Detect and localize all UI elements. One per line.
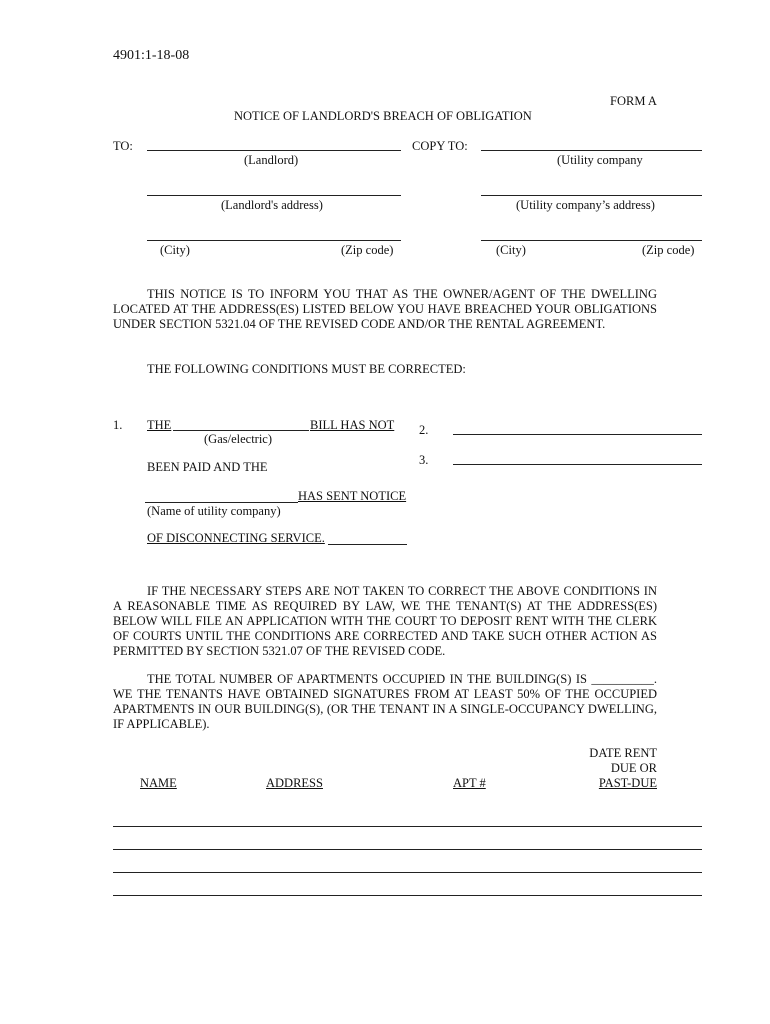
- page-title: NOTICE OF LANDLORD'S BREACH OF OBLIGATION: [234, 109, 532, 123]
- landlord-address-caption: (Landlord's address): [221, 198, 323, 212]
- conditions-heading: THE FOLLOWING CONDITIONS MUST BE CORRECTED:: [147, 362, 466, 376]
- gas-electric-field[interactable]: [173, 430, 309, 431]
- column-header-date-rent: [560, 746, 657, 791]
- column-header-name: NAME: [140, 776, 177, 790]
- utility-address-field[interactable]: [481, 195, 702, 196]
- column-header-address: ADDRESS: [266, 776, 323, 790]
- utility-name-caption: (Name of utility company): [147, 504, 281, 518]
- copy-to-label: COPY TO:: [412, 139, 468, 153]
- landlord-zip-caption: (Zip code): [341, 243, 394, 257]
- form-number: 4901:1-18-08: [113, 48, 190, 63]
- item1-disconnecting: OF DISCONNECTING SERVICE.: [147, 531, 325, 545]
- form-label: FORM A: [610, 94, 657, 108]
- date-header-line1: DATE RENT: [589, 746, 657, 760]
- landlord-name-field[interactable]: [147, 150, 401, 151]
- utility-city-caption: (City): [496, 243, 526, 257]
- column-header-apt: APT #: [453, 776, 486, 790]
- gas-electric-caption: (Gas/electric): [204, 432, 273, 446]
- utility-name-field[interactable]: [481, 150, 702, 151]
- tenant-row-line[interactable]: [113, 872, 702, 873]
- tenant-row-line[interactable]: [113, 849, 702, 850]
- item1-been-paid: BEEN PAID AND THE: [147, 460, 268, 474]
- item3-number: 3.: [419, 453, 429, 467]
- landlord-city-zip-field[interactable]: [147, 240, 401, 241]
- item2-number: 2.: [419, 423, 429, 437]
- landlord-address-field[interactable]: [147, 195, 401, 196]
- utility-caption: (Utility company: [557, 153, 643, 167]
- notice-paragraph: THIS NOTICE IS TO INFORM YOU THAT AS THE OWNER/AGENT OF THE DWELLING LOCATED AT THE ADDRESS(ES) LISTED BELOW YOU HAVE BREACHED YOUR OBLIGATIONS UNDER SECTION 5321.04 OF THE REVISED CODE AND/OR THE RENTAL AGREEMENT.: [113, 287, 657, 331]
- item1-bill-has-not: BILL HAS NOT: [310, 418, 395, 432]
- item2-field[interactable]: [453, 434, 702, 435]
- landlord-city-caption: (City): [160, 243, 190, 257]
- item1-number: 1.: [113, 418, 123, 432]
- tenant-row-line[interactable]: [113, 826, 702, 827]
- utility-company-name-field[interactable]: [145, 502, 298, 503]
- court-paragraph: IF THE NECESSARY STEPS ARE NOT TAKEN TO CORRECT THE ABOVE CONDITIONS IN A REASONABLE TIME AS REQUIRED BY LAW, WE THE TENANT(S) AT THE ADDRESS(ES) BELOW WILL FILE AN APPLICATION WITH THE COURT TO DEPOSIT RENT WITH THE CLERK OF COURTS UNTIL THE CONDITIONS ARE CORRECTED AND TAKE SUCH OTHER ACTION AS PERMITTED BY SECTION 5321.07 OF THE REVISED CODE.: [113, 584, 657, 658]
- utility-address-caption: (Utility company’s address): [516, 198, 655, 212]
- to-label: TO:: [113, 139, 133, 153]
- total-apartments-paragraph: THE TOTAL NUMBER OF APARTMENTS OCCUPIED IN THE BUILDING(S) IS __________. WE THE TENANTS HAVE OBTAINED SIGNATURES FROM AT LEAST 50% OF THE OCCUPIED APARTMENTS IN OUR BUILDING(S), (OR THE TENANT IN A SINGLE-OCCUPANCY DWELLING, IF APPLICABLE).: [113, 672, 657, 731]
- date-header-line2: DUE OR: [610, 761, 657, 775]
- utility-zip-caption: (Zip code): [642, 243, 695, 257]
- tenant-row-line[interactable]: [113, 895, 702, 896]
- utility-city-zip-field[interactable]: [481, 240, 702, 241]
- disconnecting-underline: [328, 544, 407, 545]
- item1-the: THE: [147, 418, 172, 432]
- landlord-caption: (Landlord): [244, 153, 299, 167]
- item1-has-sent-notice: HAS SENT NOTICE: [298, 489, 407, 503]
- date-header-line3: PAST-DUE: [598, 776, 657, 790]
- item3-field[interactable]: [453, 464, 702, 465]
